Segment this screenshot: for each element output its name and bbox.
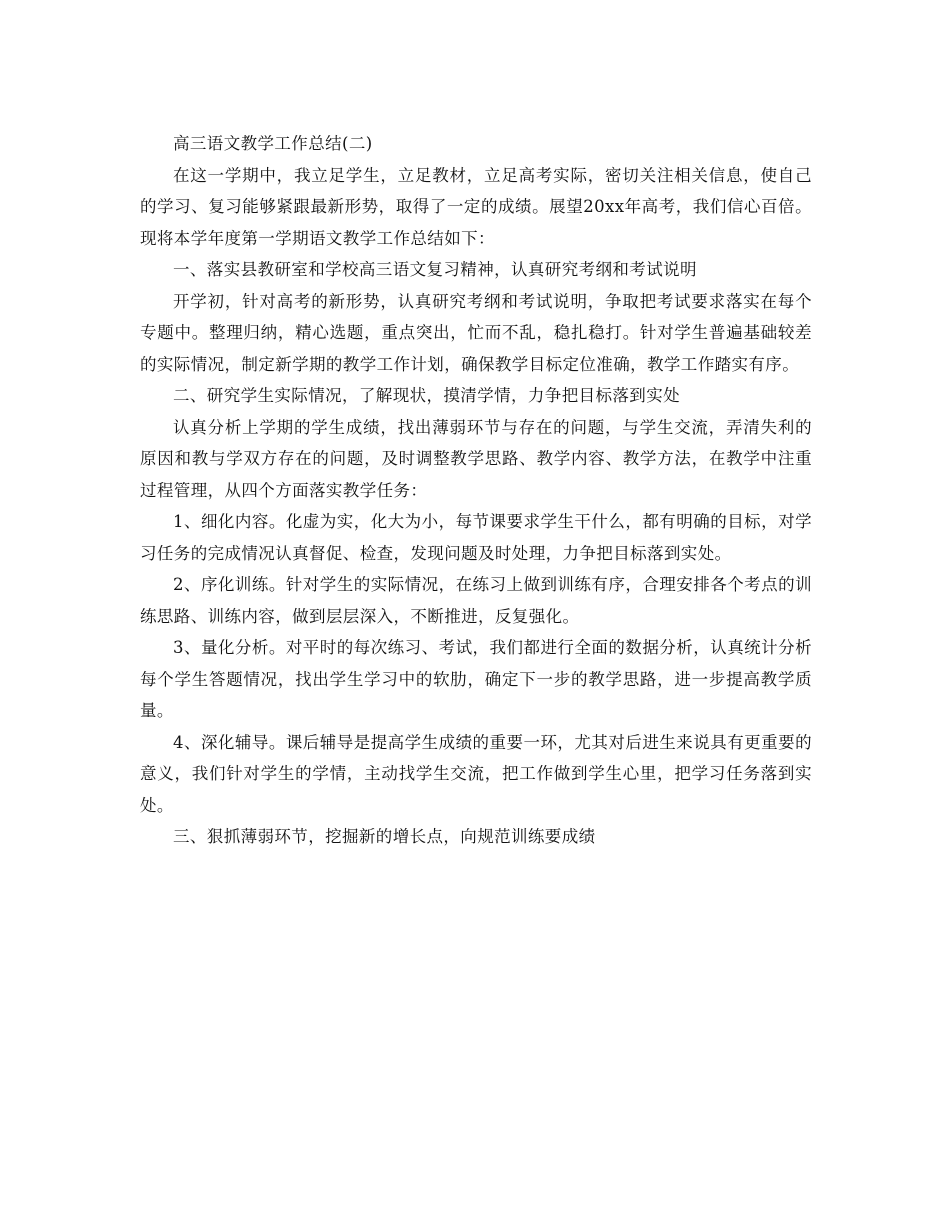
section-heading-3: 三、狠抓薄弱环节，挖掘新的增长点，向规范训练要成绩 bbox=[173, 827, 596, 846]
section-heading-1: 一、落实县教研室和学校高三语文复习精神，认真研究考纲和考试说明 bbox=[173, 260, 697, 279]
list-item-refine-content: 1、细化内容。化虚为实，化大为小，每节课要求学生干什么，都有明确的目标，对学习任务的完成情况认真督促、检查，发现问题及时处理，力争把目标落到实处。 bbox=[140, 512, 812, 563]
paragraph-intro: 在这一学期中，我立足学生，立足教材，立足高考实际，密切关注相关信息，使自己的学习、复习能够紧跟最新形势，取得了一定的成绩。展望20xx年高考，我们信心百倍。现将本学年度第一学期语文教学工作总结如下： bbox=[140, 165, 812, 248]
document-title: 高三语文教学工作总结(二) bbox=[173, 134, 373, 153]
section-heading-2: 二、研究学生实际情况，了解现状，摸清学情，力争把目标落到实处 bbox=[173, 386, 680, 405]
list-item-quantitative-analysis: 3、量化分析。对平时的每次练习、考试，我们都进行全面的数据分析，认真统计分析每个学生答题情况，找出学生学习中的软肋，确定下一步的教学思路，进一步提高教学质量。 bbox=[140, 638, 812, 720]
paragraph-section-1: 开学初，针对高考的新形势，认真研究考纲和考试说明，争取把考试要求落实在每个专题中。整理归纳，精心选题，重点突出，忙而不乱，稳扎稳打。针对学生普遍基础较差的实际情况，制定新学期的教学工作计划，确保教学目标定位准确，教学工作踏实有序。 bbox=[140, 291, 812, 374]
list-item-sequence-training: 2、序化训练。针对学生的实际情况，在练习上做到训练有序，合理安排各个考点的训练思路、训练内容，做到层层深入，不断推进，反复强化。 bbox=[140, 575, 812, 626]
list-item-deepen-tutoring: 4、深化辅导。课后辅导是提高学生成绩的重要一环，尤其对后进生来说具有更重要的意义，我们针对学生的学情，主动找学生交流，把工作做到学生心里，把学习任务落到实处。 bbox=[140, 732, 812, 815]
paragraph-section-2: 认真分析上学期的学生成绩，找出薄弱环节与存在的问题，与学生交流，弄清失利的原因和教与学双方存在的问题，及时调整教学思路、教学内容、教学方法，在教学中注重过程管理，从四个方面落实教学任务： bbox=[140, 417, 812, 500]
document-body bbox=[140, 128, 812, 853]
